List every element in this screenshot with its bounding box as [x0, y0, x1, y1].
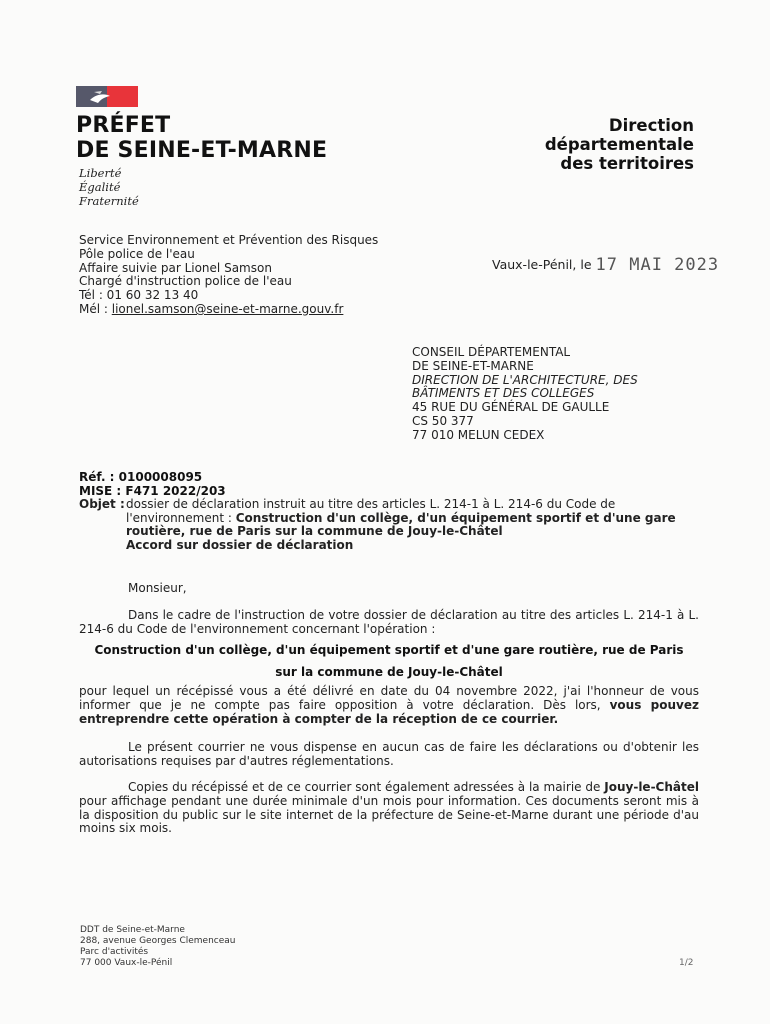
paragraph-4 — [79, 781, 699, 836]
paragraph-2 — [79, 685, 699, 726]
subject-label: Objet : — [79, 497, 125, 511]
direction-title — [545, 116, 694, 173]
subject-decision: Accord sur dossier de déclaration — [126, 537, 354, 552]
motto-fraternite: Fraternité — [79, 194, 139, 208]
footer-address — [80, 925, 235, 969]
salutation: Monsieur, — [128, 581, 187, 595]
mise-number: MISE : F471 2022/203 — [79, 483, 226, 498]
paragraph-4-bold: Jouy-le-Châtel — [604, 780, 699, 794]
direction-line-3: des territoires — [560, 154, 694, 173]
footer-line: 288, avenue Georges Clemenceau — [80, 936, 236, 946]
footer-line: 77 000 Vaux-le-Pénil — [80, 958, 173, 968]
footer-line: DDT de Seine-et-Marne — [80, 925, 185, 935]
sender-email-link[interactable]: lionel.samson@seine-et-marne.gouv.fr — [111, 301, 344, 316]
page-number: 1/2 — [679, 958, 694, 968]
recipient-line: DE SEINE-ET-MARNE — [412, 358, 534, 373]
operation-line-2: sur la commune de Jouy-le-Châtel — [275, 665, 503, 679]
sender-line: Tél : 01 60 32 13 40 — [79, 288, 199, 303]
republic-motto — [79, 166, 139, 208]
recipient-line: 45 RUE DU GÉNÉRAL DE GAULLE — [412, 400, 610, 415]
sender-line: Chargé d'instruction police de l'eau — [79, 274, 292, 289]
sender-block — [79, 234, 378, 317]
marianne-logo — [76, 86, 138, 107]
paragraph-4-text-a: Copies du récépissé et de ce courrier sont également adressées à la mairie de — [128, 780, 605, 794]
subject-text: dossier de déclaration instruit au titre des articles L. 214-1 à L. 214-6 du Code de l'environnement : — [126, 497, 616, 525]
reference-block — [79, 471, 226, 498]
recipient-line: 77 010 MELUN CEDEX — [412, 427, 545, 442]
subject-bold: Construction d'un collège, d'un équipement sportif et d'une gare routière, rue de Paris sur la commune de Jouy-le-Châtel — [126, 510, 676, 538]
sender-line: Service Environnement et Prévention des Risques — [79, 233, 379, 247]
prefet-line-1: PRÉFET — [76, 113, 171, 138]
recipient-line: CONSEIL DÉPARTEMENTAL — [412, 345, 571, 359]
date-stamp: 17 MAI 2023 — [595, 255, 720, 275]
motto-egalite: Égalité — [79, 180, 121, 194]
paragraph-1: Dans le cadre de l'instruction de votre dossier de déclaration au titre des articles L. 214-1 à L. 214-6 du Code de l'environnement concernant l'opération : — [79, 608, 699, 636]
operation-line-1: Construction d'un collège, d'un équipement sportif et d'une gare routière, rue de Paris — [94, 643, 684, 657]
direction-line-2: départementale — [544, 135, 694, 154]
paragraph-4-text-b: pour affichage pendant une durée minimale d'un mois pour information. Ces documents seront mis à la disposition du public sur le site internet de la préfecture de Seine-et-Marne durant une période d'au moins six mois. — [79, 793, 699, 836]
direction-line-1: Direction — [608, 116, 694, 135]
prefet-line-2: DE SEINE-ET-MARNE — [76, 138, 328, 163]
mail-label: Mél : — [79, 301, 112, 316]
paragraph-2-bold: vous pouvez entreprendre cette opération à compter de la réception de ce courrier. — [79, 697, 699, 726]
subject-block — [79, 498, 699, 552]
reference-number: Réf. : 0100008095 — [79, 470, 203, 484]
recipient-line: BÂTIMENTS ET DES COLLEGES — [412, 386, 595, 401]
recipient-line: DIRECTION DE L'ARCHITECTURE, DES — [412, 372, 638, 387]
recipient-line: CS 50 377 — [412, 413, 474, 428]
letter-date — [492, 257, 719, 273]
paragraph-2-text: pour lequel un récépissé vous a été délivré en date du 04 novembre 2022, j'ai l'honneur de vous informer que je ne compte pas faire opposition à votre déclaration. Dès lors, — [79, 684, 699, 712]
paragraph-3: Le présent courrier ne vous dispense en aucun cas de faire les déclarations ou d'obtenir les autorisations requises par d'autres réglementations. — [79, 740, 699, 768]
recipient-address — [412, 346, 638, 443]
prefet-title — [76, 113, 327, 163]
sender-line: Pôle police de l'eau — [79, 246, 195, 261]
sender-mail-line — [79, 303, 378, 317]
footer-line: Parc d'activités — [80, 947, 149, 957]
date-prefix: Vaux-le-Pénil, le — [492, 257, 592, 272]
motto-liberte: Liberté — [79, 166, 122, 180]
sender-line: Affaire suivie par Lionel Samson — [79, 260, 272, 275]
